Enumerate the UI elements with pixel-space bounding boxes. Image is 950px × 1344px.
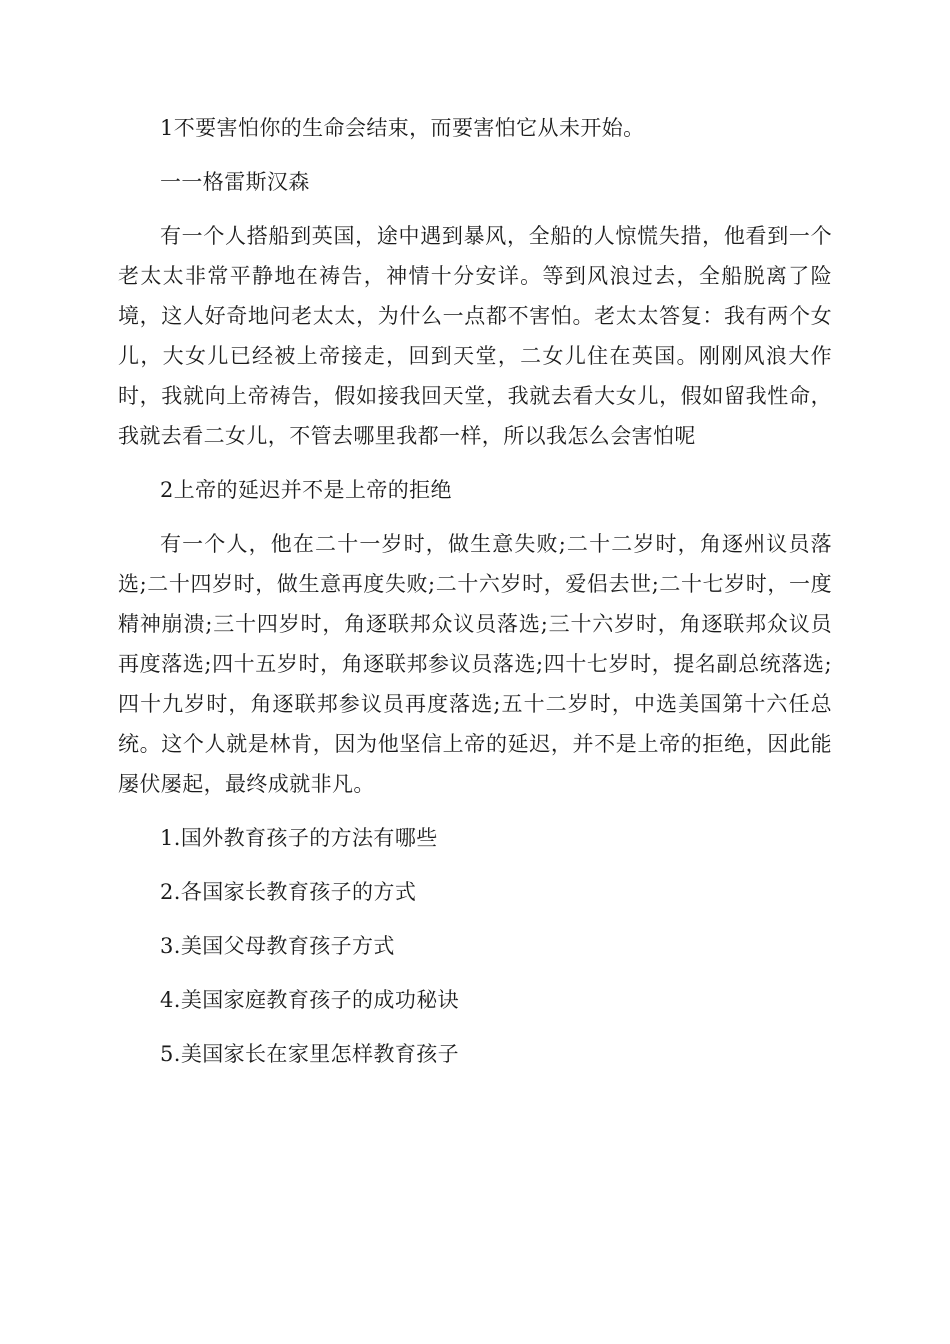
section-heading-2: 2上帝的延迟并不是上帝的拒绝 (160, 478, 452, 502)
related-link-4[interactable]: 4.美国家庭教育孩子的成功秘诀 (160, 988, 460, 1012)
related-link-3[interactable]: 3.美国父母教育孩子方式 (160, 934, 395, 958)
related-link-5[interactable]: 5.美国家长在家里怎样教育孩子 (160, 1042, 460, 1066)
story-paragraph-2: 有一个人，他在二十一岁时，做生意失败;二十二岁时，角逐州议员落选;二十四岁时，做生意再度失败;二十六岁时，爱侣去世;二十七岁时，一度精神崩溃;三十四岁时，角逐联邦众议员落选;三十六岁时，角逐联邦众议员再度落选;四十五岁时，角逐联邦参议员落选;四十七岁时，提名副总统落选;四十九岁时，角逐联邦参议员再度落选;五十二岁时，中选美国第十六任总统。这个人就是林肯，因为他坚信上帝的延迟，并不是上帝的拒绝，因此能屡伏屡起，最终成就非凡。 (118, 532, 832, 796)
related-link-1[interactable]: 1.国外教育孩子的方法有哪些 (160, 826, 438, 850)
related-link-2[interactable]: 2.各国家长教育孩子的方式 (160, 880, 417, 904)
quote-attribution: 一一格雷斯汉森 (160, 170, 310, 194)
quote-line: 1不要害怕你的生命会结束，而要害怕它从未开始。 (160, 116, 645, 140)
document-body (118, 108, 832, 1074)
story-paragraph-1: 有一个人搭船到英国，途中遇到暴风，全船的人惊慌失措，他看到一个老太太非常平静地在祷告，神情十分安详。等到风浪过去，全船脱离了险境，这人好奇地问老太太，为什么一点都不害怕。老太太答复：我有两个女儿，大女儿已经被上帝接走，回到天堂，二女儿住在英国。刚刚风浪大作时，我就向上帝祷告，假如接我回天堂，我就去看大女儿，假如留我性命，我就去看二女儿，不管去哪里我都一样，所以我怎么会害怕呢 (118, 224, 832, 448)
